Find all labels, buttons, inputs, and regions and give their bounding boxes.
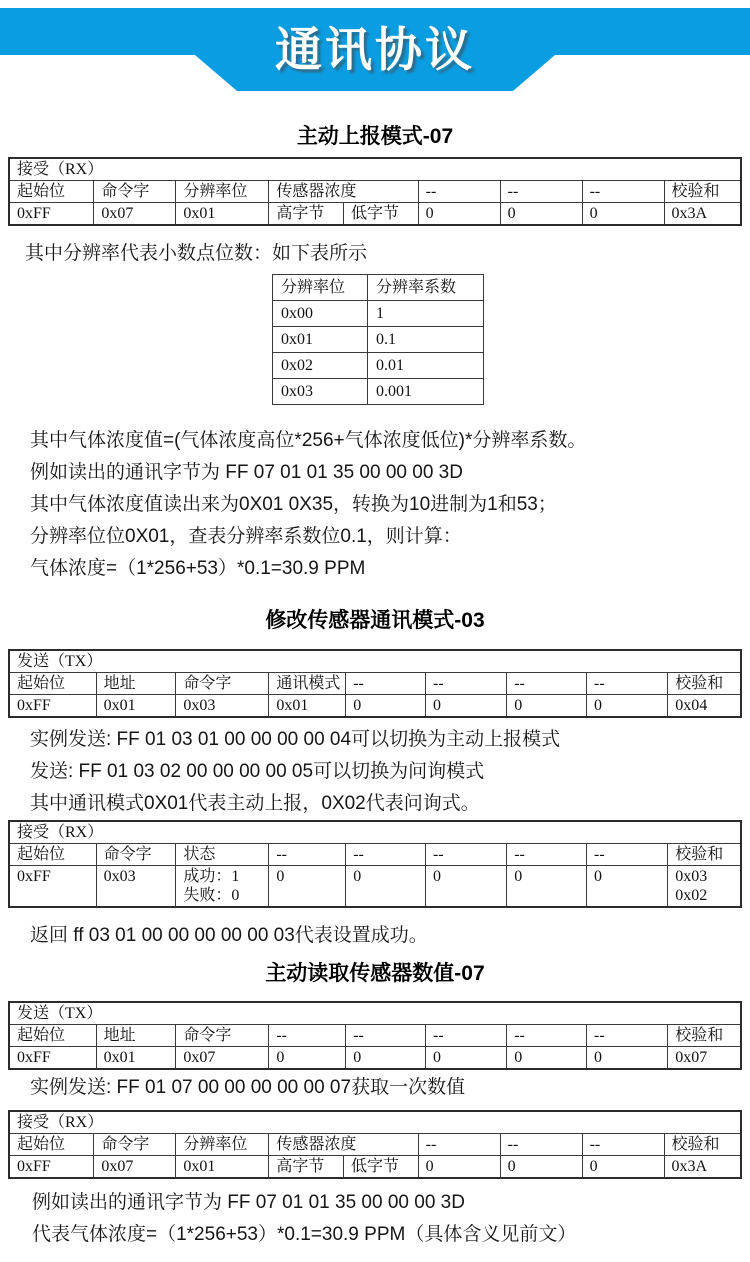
- table-row: [273, 301, 484, 327]
- column-header: --: [587, 844, 668, 866]
- table-cell: 0xFF: [9, 866, 96, 908]
- table-cell: 0: [425, 695, 506, 718]
- table-cell: 0x01: [176, 203, 269, 226]
- table-cell: 0x07: [94, 203, 176, 226]
- column-header: --: [500, 181, 582, 203]
- table-caption: 接受（RX）: [9, 821, 741, 844]
- column-header: 起始位: [9, 1025, 96, 1047]
- table-cell: 0: [425, 1047, 506, 1070]
- table-caption: 接受（RX）: [9, 1111, 741, 1134]
- text-line: 分辨率位位0X01，查表分辨率系数位0.1，则计算：: [30, 526, 462, 547]
- table-cell: 0x01: [96, 1047, 176, 1070]
- column-header: --: [346, 673, 426, 695]
- table-cell: 0: [582, 1156, 664, 1179]
- column-header: 校验和: [664, 1134, 741, 1156]
- resolution-note: 其中分辨率代表小数点位数：如下表所示: [25, 243, 368, 264]
- column-header: --: [500, 1134, 582, 1156]
- table-cell: 0xFF: [9, 695, 96, 718]
- column-header: --: [269, 844, 346, 866]
- change-mode-tx-table: [8, 649, 742, 718]
- column-header: 起始位: [9, 1134, 94, 1156]
- table-row: [9, 1156, 741, 1179]
- table-cell: 0: [269, 1047, 346, 1070]
- table-cell: 0: [582, 203, 664, 226]
- table-cell: 0x03: [96, 866, 176, 908]
- column-header: 命令字: [176, 673, 269, 695]
- table-cell: 低字节: [343, 203, 418, 226]
- column-header: --: [425, 1025, 506, 1047]
- text-line: 实例发送: FF 01 03 01 00 00 00 00 04可以切换为主动上报模式: [30, 729, 561, 750]
- table-row: [273, 353, 484, 379]
- table-cell: 0x01: [176, 1156, 269, 1179]
- table-cell: 0: [425, 866, 506, 908]
- table-cell: 成功：1 失败：0: [176, 866, 269, 908]
- column-header: 校验和: [664, 181, 741, 203]
- banner: [0, 0, 750, 91]
- section-title-change-mode: 修改传感器通讯模式-03: [265, 609, 485, 632]
- table-row: [9, 866, 741, 908]
- table-cell: 0: [587, 866, 668, 908]
- column-header: 校验和: [668, 844, 741, 866]
- table-cell: 0x3A: [664, 1156, 741, 1179]
- table-cell: 0x01: [269, 695, 346, 718]
- column-header: 起始位: [9, 181, 94, 203]
- table-cell: 0x02: [273, 353, 368, 379]
- column-header: --: [346, 844, 426, 866]
- table-cell: 0.01: [367, 353, 483, 379]
- column-header: --: [587, 673, 668, 695]
- column-header: --: [507, 844, 587, 866]
- final-example-notes: [0, 1187, 750, 1251]
- table-cell: 0x07: [94, 1156, 176, 1179]
- table-cell: 0: [269, 866, 346, 908]
- text-line: 例如读出的通讯字节为 FF 07 01 01 35 00 00 00 3D: [30, 462, 463, 483]
- column-header: --: [582, 1134, 664, 1156]
- section-title-read-value: 主动读取传感器数值-07: [265, 962, 485, 985]
- concentration-calculation-paragraph: [0, 425, 750, 585]
- column-header: 分辨率位: [176, 181, 269, 203]
- table-cell: 0: [507, 1047, 587, 1070]
- column-header: 命令字: [94, 181, 176, 203]
- column-header: 地址: [96, 1025, 176, 1047]
- table-cell: 0x03: [273, 379, 368, 405]
- table-cell: 1: [367, 301, 483, 327]
- table-cell: 高字节: [269, 1156, 344, 1179]
- table-cell: 0: [346, 695, 426, 718]
- table-cell: 0: [507, 866, 587, 908]
- column-header: 命令字: [176, 1025, 269, 1047]
- table-cell: 0x03: [176, 695, 269, 718]
- column-header: --: [346, 1025, 426, 1047]
- column-header: --: [507, 1025, 587, 1047]
- column-header: 分辨率位: [176, 1134, 269, 1156]
- text-line: 发送: FF 01 03 02 00 00 00 00 05可以切换为问询模式: [30, 761, 485, 782]
- table-row: [273, 379, 484, 405]
- column-header: 状态: [176, 844, 269, 866]
- table-cell: 0: [346, 866, 426, 908]
- table-cell: 0x00: [273, 301, 368, 327]
- column-header: 校验和: [668, 1025, 741, 1047]
- column-header: 校验和: [668, 673, 741, 695]
- column-header: --: [582, 181, 664, 203]
- table-cell: 0: [500, 1156, 582, 1179]
- table-cell: 0x01: [273, 327, 368, 353]
- table-cell: 0x01: [96, 695, 176, 718]
- text-line: 例如读出的通讯字节为 FF 07 01 01 35 00 00 00 3D: [32, 1192, 465, 1213]
- column-header: 传感器浓度: [269, 1134, 418, 1156]
- table-row: [9, 695, 741, 718]
- column-header: 地址: [96, 673, 176, 695]
- text-line: 其中通讯模式0X01代表主动上报，0X02代表问询式。: [30, 793, 480, 814]
- table-cell: 0: [587, 695, 668, 718]
- table-cell: 高字节: [269, 203, 344, 226]
- column-header: --: [269, 1025, 346, 1047]
- table-cell: 0: [418, 203, 500, 226]
- table-caption: 发送（TX）: [9, 1002, 741, 1025]
- table-cell: 0x04: [668, 695, 741, 718]
- table-cell: 0xFF: [9, 203, 94, 226]
- column-header: --: [507, 673, 587, 695]
- column-header: 通讯模式: [269, 673, 346, 695]
- change-mode-rx-table: [8, 820, 742, 908]
- table-cell: 0.1: [367, 327, 483, 353]
- column-header: 命令字: [96, 844, 176, 866]
- set-success-note: 返回 ff 03 01 00 00 00 00 00 03代表设置成功。: [30, 925, 428, 946]
- table-cell: 0x3A: [664, 203, 741, 226]
- column-header: 传感器浓度: [269, 181, 418, 203]
- table-caption: 发送（TX）: [9, 650, 741, 673]
- table-row: [9, 203, 741, 226]
- section-title-active-report: 主动上报模式-07: [296, 125, 454, 148]
- table-cell: 低字节: [343, 1156, 418, 1179]
- column-header: 起始位: [9, 844, 96, 866]
- resolution-factor-table: [272, 274, 484, 405]
- column-header: 命令字: [94, 1134, 176, 1156]
- text-line: 气体浓度=（1*256+53）*0.1=30.9 PPM: [30, 558, 366, 579]
- text-line: 其中气体浓度值=(气体浓度高位*256+气体浓度低位)*分辨率系数。: [30, 430, 587, 451]
- read-once-note: 实例发送: FF 01 07 00 00 00 00 00 07获取一次数值: [30, 1077, 466, 1098]
- column-header: --: [418, 181, 500, 203]
- table-row: [9, 1047, 741, 1070]
- table-cell: 0: [500, 203, 582, 226]
- table-cell: 0x07: [668, 1047, 741, 1070]
- table-row: [273, 327, 484, 353]
- banner-title: 通讯协议: [275, 23, 475, 76]
- column-header: --: [587, 1025, 668, 1047]
- table-cell: 0xFF: [9, 1156, 94, 1179]
- table-cell: 0: [587, 1047, 668, 1070]
- read-value-tx-table: [8, 1001, 742, 1070]
- table-cell: 0xFF: [9, 1047, 96, 1070]
- column-header: --: [418, 1134, 500, 1156]
- column-header: 起始位: [9, 673, 96, 695]
- change-mode-notes: [0, 724, 750, 820]
- table-cell: 0: [346, 1047, 426, 1070]
- column-header: 分辨率位: [273, 275, 368, 301]
- table-cell: 0x07: [176, 1047, 269, 1070]
- active-report-rx-table: [8, 157, 742, 226]
- text-line: 代表气体浓度=（1*256+53）*0.1=30.9 PPM（具体含义见前文）: [32, 1224, 577, 1245]
- table-cell: 0.001: [367, 379, 483, 405]
- column-header: --: [425, 673, 506, 695]
- text-line: 其中气体浓度值读出来为0X01 0X35，转换为10进制为1和53；: [30, 494, 557, 515]
- table-cell: 0: [418, 1156, 500, 1179]
- table-cell: 0: [507, 695, 587, 718]
- column-header: --: [425, 844, 506, 866]
- read-value-rx-table: [8, 1110, 742, 1179]
- column-header: 分辨率系数: [367, 275, 483, 301]
- table-caption: 接受（RX）: [9, 158, 741, 181]
- table-cell: 0x03 0x02: [668, 866, 741, 908]
